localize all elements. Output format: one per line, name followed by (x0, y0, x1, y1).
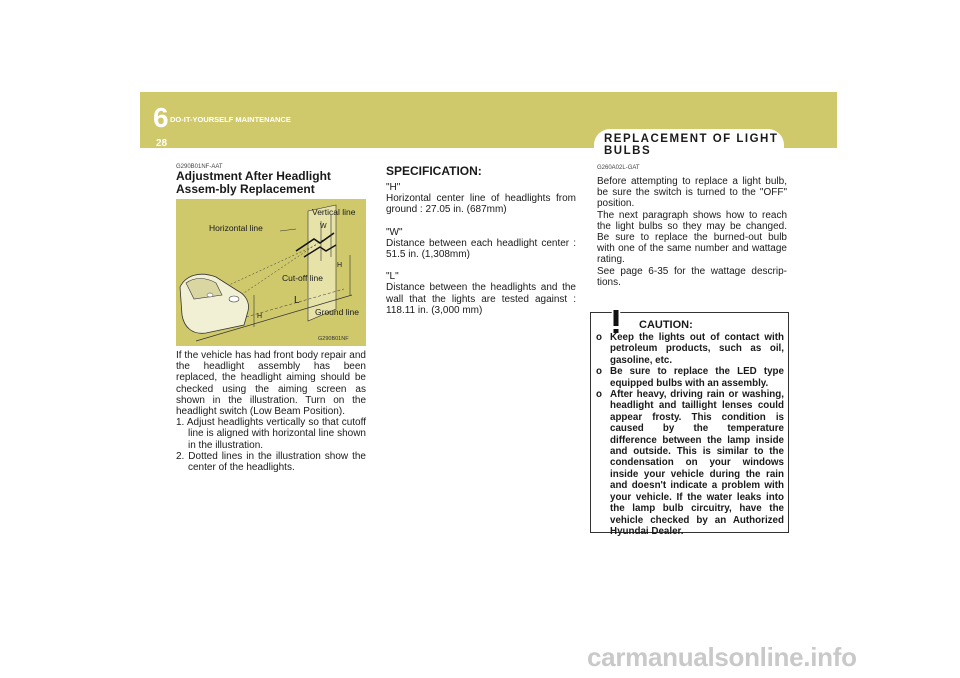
h-right-label: H (337, 262, 343, 269)
right-intro-p1: Before attempting to replace a light bulb, be sure the switch is turned to the "OFF" position. (597, 176, 787, 210)
watermark: carmanualsonline.info (587, 642, 857, 672)
horizontal-line-label: Horizontal line (209, 223, 263, 233)
vertical-line-label: Vertical line (312, 207, 356, 217)
step-2: 2. Dotted lines in the illustration show the center of the headlights. (176, 450, 366, 474)
ground-line-label: Ground line (315, 307, 359, 317)
caution-item-text: Keep the lights out of contact with petroleum products, such as oil, gasoline, etc. (610, 332, 784, 366)
caution-item (596, 332, 784, 366)
right-intro-p3: See page 6-35 for the wattage descrip-tions. (597, 265, 787, 288)
section-title: REPLACEMENT OF LIGHT BULBS (604, 133, 779, 157)
chapter-number: 6 (153, 102, 169, 133)
chapter-title: DO-IT-YOURSELF MAINTENANCE (170, 115, 291, 124)
right-code: G260A02L-GAT (597, 165, 640, 171)
h-left-label: H (257, 313, 263, 320)
caution-bullet: o (596, 332, 602, 343)
aiming-diagram (176, 199, 366, 346)
cutoff-line-label: Cut-off line (282, 273, 323, 283)
headlight-aiming-illustration (176, 199, 366, 346)
spec-title: SPECIFICATION: (386, 164, 482, 178)
caution-item-text: After heavy, driving rain or washing, headlight and taillight lenses could appear frosty. This condition is caused by the temperature difference between the lamp inside and outside. This is similar to the condensation on your windows inside your vehicle during the rain and doesn't indicate a problem with your vehicle. If the water leaks into the lamp bulb circuitry, have the vehicle checked by an Authorized Hyundai Dealer. (610, 389, 784, 537)
caution-item (596, 389, 784, 537)
spec-l-text: Distance between the headlights and the wall that the lights are tested against : 118.11 in. (3,000 mm) (386, 282, 576, 316)
caution-item (596, 366, 784, 389)
spec-h-label: "H" (386, 182, 401, 193)
figure-code: G290B01NF (318, 336, 349, 342)
spec-w-text: Distance between each headlight center : 51.5 in. (1,308mm) (386, 237, 576, 261)
right-intro-p2: The next paragraph shows how to reach the light bulbs so they may be changed. Be sure to replace the burned-out bulb with one of the same number and wattage rating. (597, 209, 787, 266)
spec-w (386, 227, 576, 261)
caution-item-text: Be sure to replace the LED type equipped bulbs with an assembly. (610, 366, 784, 389)
caution-list (596, 332, 784, 537)
spec-body (386, 182, 576, 327)
right-intro (597, 176, 787, 288)
section-code: G290B01NF-AAT (176, 164, 223, 170)
left-body (176, 350, 366, 473)
step-1: 1. Adjust headlights vertically so that cutoff line is aligned with horizontal line shown in the illustration. (176, 417, 366, 451)
spec-w-label: "W" (386, 226, 403, 238)
w-label: W (320, 223, 327, 230)
left-heading: Adjustment After Headlight Assem-bly Replacement (176, 169, 331, 196)
caution-bullet: o (596, 389, 602, 401)
spec-h (386, 182, 576, 216)
page-number: 28 (156, 138, 168, 149)
l-label: L (294, 295, 300, 306)
spec-l-label: "L" (386, 271, 399, 283)
spec-l (386, 271, 576, 316)
left-intro: If the vehicle has had front body repair and the headlight assembly has been replaced, the headlight aiming should be checked using the aiming screen as shown in the illustration. Turn on the headlight switch (Low Beam Position). (176, 350, 366, 418)
spec-h-text: Horizontal center line of headlights from ground : 27.05 in. (687mm) (386, 193, 576, 216)
caution-title: CAUTION: (639, 319, 693, 331)
caution-bullet: o (596, 366, 602, 378)
